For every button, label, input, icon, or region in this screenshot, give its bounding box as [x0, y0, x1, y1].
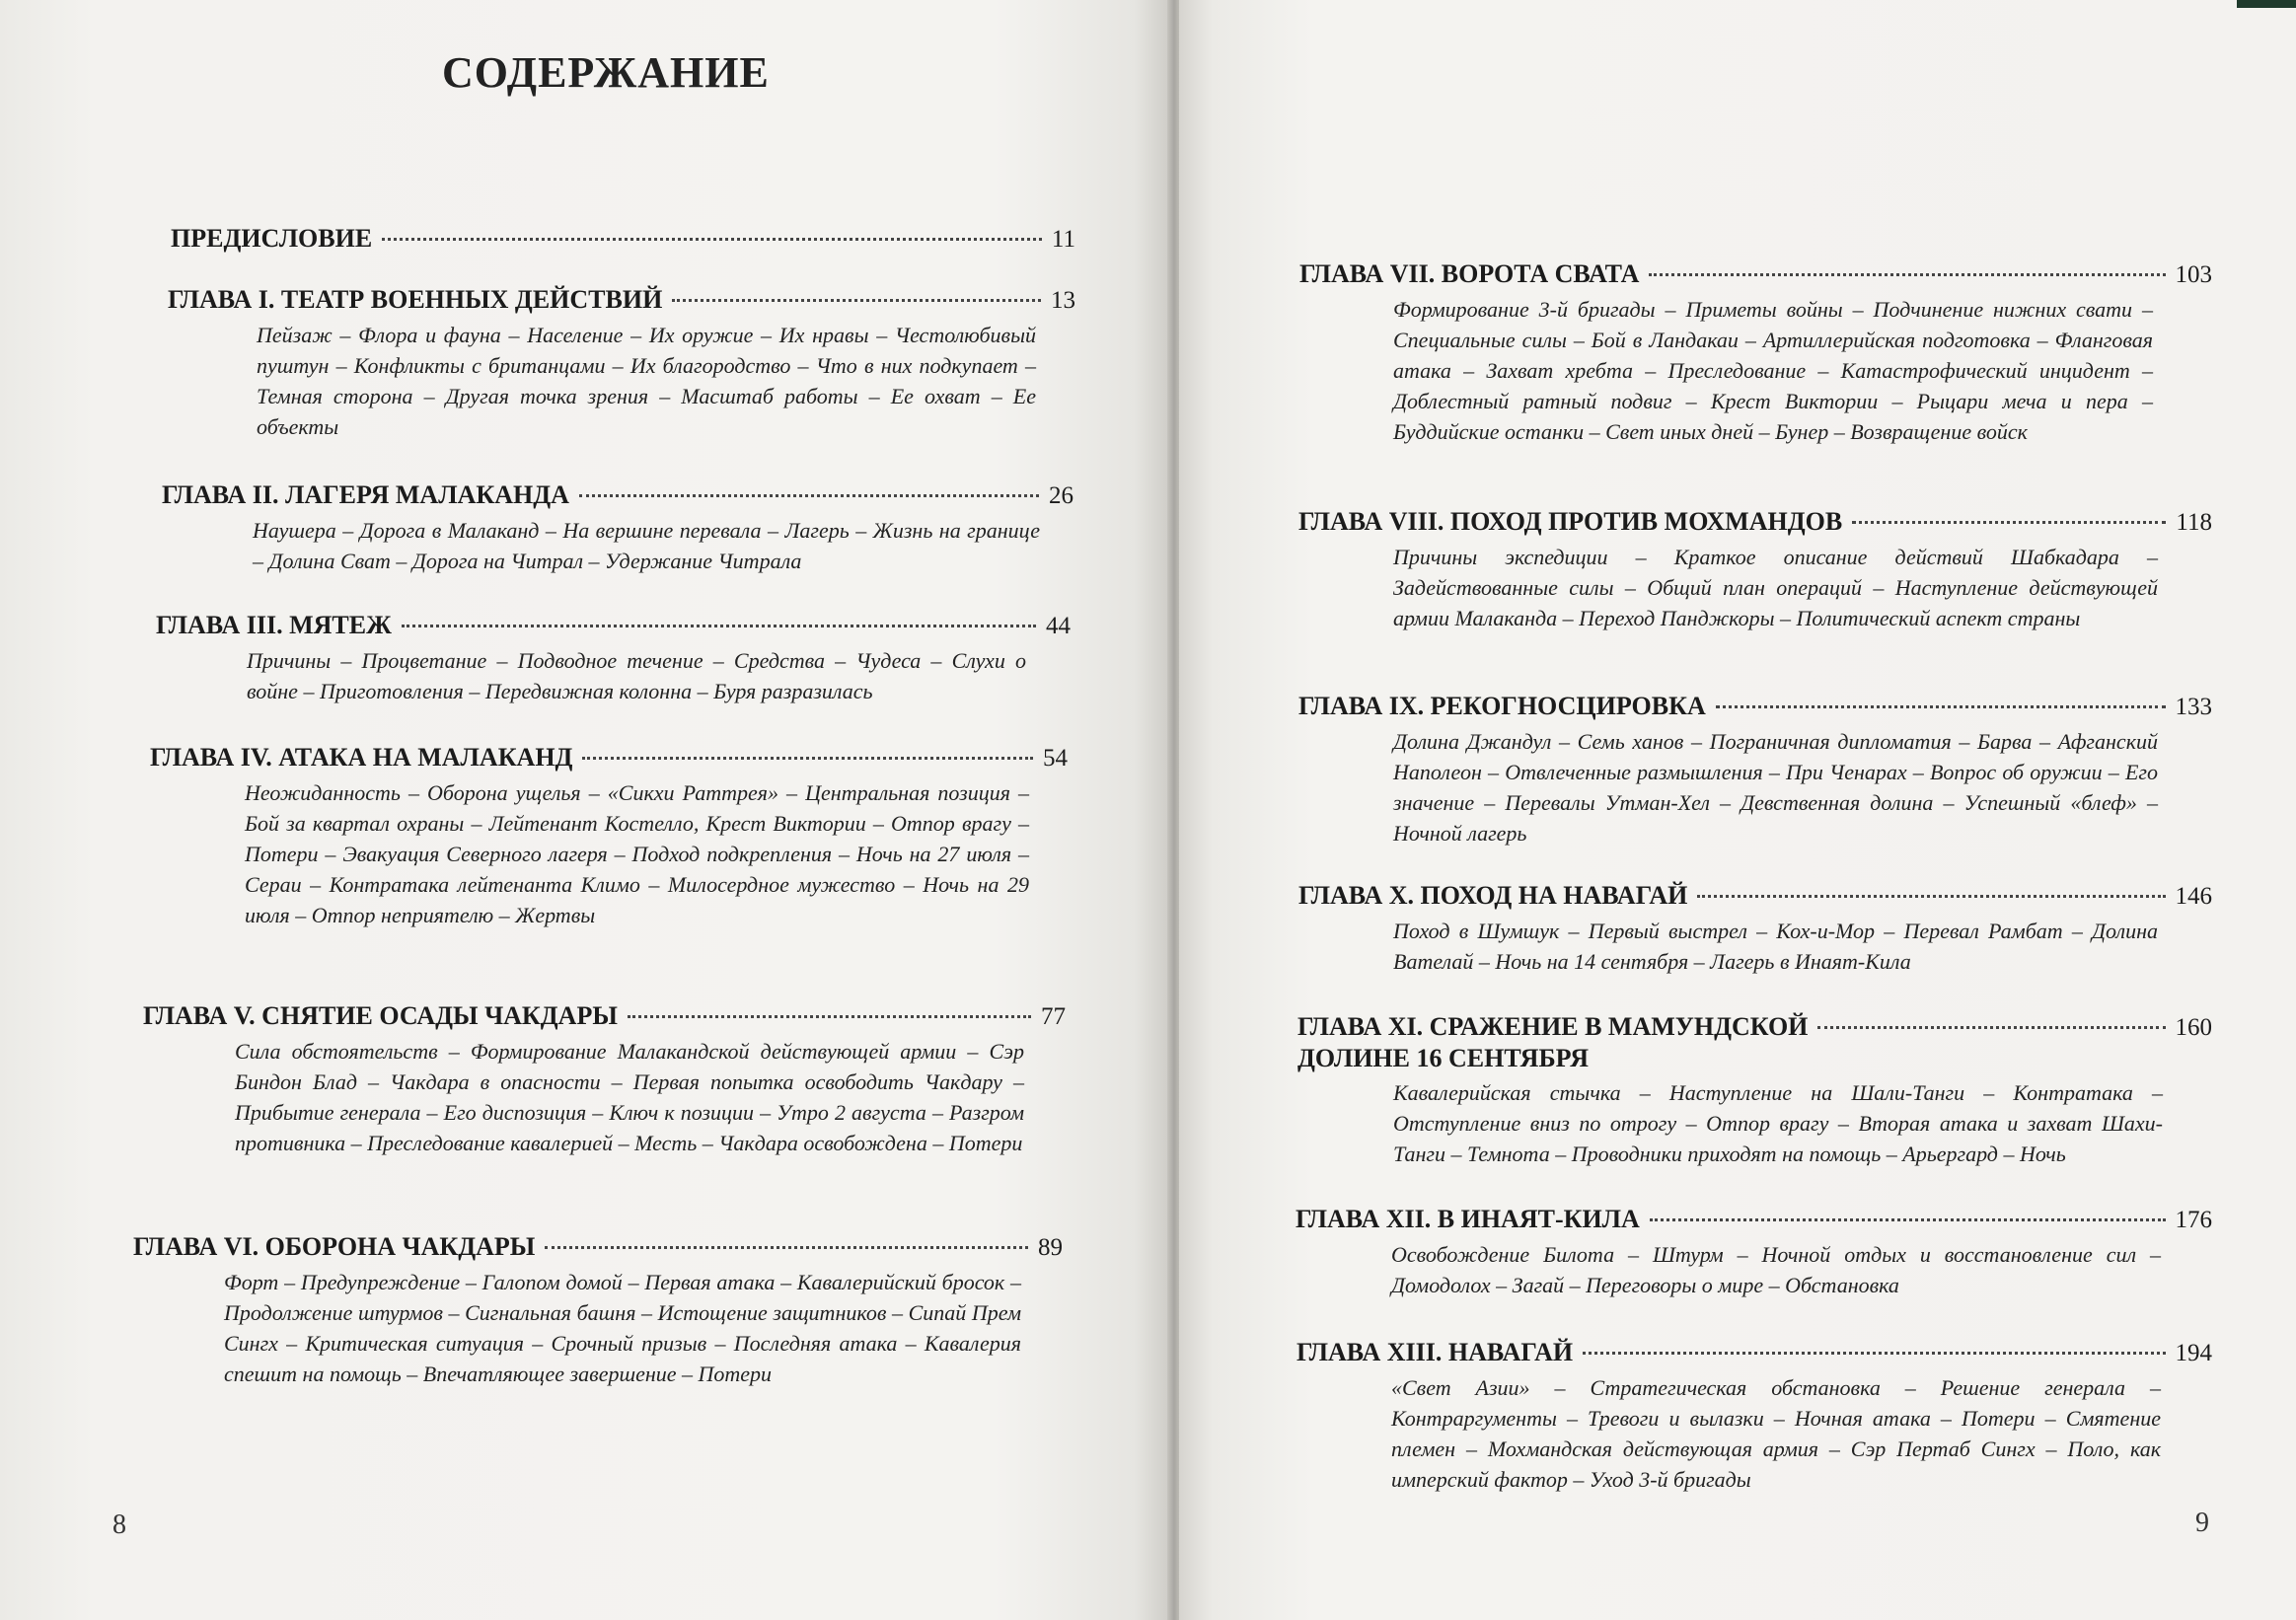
page-number: 89	[1038, 1234, 1063, 1261]
toc-heading[interactable]: ПРЕДИСЛОВИЕ 11	[171, 223, 1075, 256]
page-number: 11	[1051, 226, 1075, 253]
toc-entry-chapter-1	[168, 284, 1075, 442]
leader-dots	[628, 1015, 1031, 1018]
toc-entry-chapter-13	[1296, 1337, 2212, 1495]
leader-dots	[1716, 705, 2166, 708]
toc-heading[interactable]: ГЛАВА XII. В ИНАЯТ-КИЛА 176	[1296, 1204, 2212, 1236]
page-number: 26	[1049, 482, 1074, 509]
leader-dots	[545, 1246, 1028, 1249]
toc-entry-chapter-9	[1298, 691, 2212, 848]
page-number: 118	[2176, 509, 2212, 536]
chapter-summary: Освобождение Билота – Штурм – Ночной отдых и восстановление сил – Домодолох – Загай – Переговоры о мире – Обстановка	[1391, 1242, 2161, 1297]
right-page	[1179, 0, 2296, 1620]
leader-dots	[582, 757, 1033, 760]
leader-dots	[1697, 895, 2165, 898]
toc-entry-chapter-10	[1298, 880, 2212, 977]
page-number: 54	[1043, 745, 1068, 772]
toc-entry-chapter-8	[1298, 506, 2212, 633]
toc-heading[interactable]: ГЛАВА XIII. НАВАГАЙ 194	[1296, 1337, 2212, 1369]
chapter-summary: Причины экспедиции – Краткое описание действий Шабкадара – Задействованные силы – Общий план операций – Наступление действующей армии Малаканда – Переход Панджкоры – Политический аспект страны	[1393, 545, 2158, 630]
leader-dots	[402, 625, 1036, 627]
leader-dots	[382, 238, 1042, 241]
chapter-summary: Долина Джандул – Семь ханов – Пограничная дипломатия – Барва – Афганский Наполеон – Отвлеченные размышления – При Ченарах – Вопрос об оружии – Его значение – Перевалы Утман-Хел – Девственная долина – Успешный «блеф» – Ночной лагерь	[1393, 729, 2158, 846]
toc-entry-preface	[171, 223, 1075, 256]
leader-dots	[1649, 273, 2165, 276]
chapter-summary: Форт – Предупреждение – Галопом домой – Первая атака – Кавалерийский бросок – Продолжение штурмов – Сигнальная башня – Истощение защитников – Сипай Прем Сингх – Критическая ситуация – Срочный призыв – Последняя атака – Кавалерия спешит на помощь – Впечатляющее завершение – Потери	[224, 1270, 1021, 1386]
toc-heading[interactable]: ГЛАВА I. ТЕАТР ВОЕННЫХ ДЕЙСТВИЙ 13	[168, 284, 1075, 317]
toc-entry-chapter-6	[133, 1231, 1063, 1389]
page-number-left: 8	[112, 1510, 126, 1540]
page-number: 160	[2175, 1014, 2212, 1041]
page-number: 77	[1041, 1003, 1066, 1030]
chapter-summary: Неожиданность – Оборона ущелья – «Сикхи Раттрея» – Центральная позиция – Бой за квартал охраны – Лейтенант Костелло, Крест Виктории – Отпор врагу – Потери – Эвакуация Северного лагеря – Подход подкрепления – Ночь на 27 июля – Сераи – Контратака лейтенанта Климо – Милосердное мужество – Ночь на 29 июля – Отпор неприятелю – Жертвы	[245, 780, 1029, 927]
toc-heading[interactable]: ГЛАВА II. ЛАГЕРЯ МАЛАКАНДА 26	[162, 479, 1074, 512]
toc-heading[interactable]: ГЛАВА V. СНЯТИЕ ОСАДЫ ЧАКДАРЫ 77	[143, 1000, 1066, 1033]
leader-dots	[1583, 1352, 2165, 1355]
chapter-summary: «Свет Азии» – Стратегическая обстановка – Решение генерала – Контраргументы – Тревоги и вылазки – Ночная атака – Потери – Смятение племен – Мохмандская действующая армия – Сэр Пертаб Сингх – Поло, как имперский фактор – Уход 3-й бригады	[1391, 1375, 2161, 1492]
page-number: 13	[1051, 287, 1075, 314]
toc-entry-chapter-12	[1296, 1204, 2212, 1300]
toc-heading[interactable]: ГЛАВА X. ПОХОД НА НАВАГАЙ 146	[1298, 880, 2212, 913]
toc-entry-chapter-11	[1297, 1011, 2212, 1169]
chapter-summary: Формирование 3-й бригады – Приметы войны – Подчинение нижних свати – Специальные силы – Бой в Ландакаи – Артиллерийская подготовка – Фланговая атака – Захват хребта – Преследование – Катастрофический инцидент – Доблестный ратный подвиг – Крест Виктории – Рыцари меча и пера – Буддийские останки – Свет иных дней – Бунер – Возвращение войск	[1393, 297, 2153, 444]
page-number: 133	[2175, 694, 2212, 720]
cover-edge	[2237, 0, 2296, 8]
toc-heading[interactable]: ГЛАВА IV. АТАКА НА МАЛАКАНД 54	[150, 742, 1068, 774]
page-number: 146	[2175, 883, 2212, 910]
page-number: 44	[1046, 613, 1071, 639]
page-number: 194	[2175, 1340, 2212, 1366]
toc-entry-chapter-2	[162, 479, 1074, 576]
leader-dots	[579, 494, 1039, 497]
toc-heading[interactable]: ГЛАВА XI. СРАЖЕНИЕ В МАМУНДСКОЙ ДОЛИНЕ 16 СЕНТЯБРЯ 160	[1297, 1012, 2212, 1072]
toc-entry-chapter-3	[156, 610, 1071, 706]
page-title: СОДЕРЖАНИЕ	[442, 48, 770, 97]
leader-dots	[1817, 1026, 2165, 1029]
toc-heading[interactable]: ГЛАВА VI. ОБОРОНА ЧАКДАРЫ 89	[133, 1231, 1063, 1264]
chapter-summary: Наушера – Дорога в Малаканд – На вершине перевала – Лагерь – Жизнь на границе – Долина Сват – Дорога на Читрал – Удержание Читрала	[253, 518, 1040, 573]
chapter-summary: Кавалерийская стычка – Наступление на Шали-Танги – Контратака – Отступление вниз по отрогу – Отпор врагу – Вторая атака и захват Шахи-Танги – Темнота – Проводники приходят на помощь – Арьергард – Ночь	[1393, 1080, 2163, 1166]
toc-heading[interactable]: ГЛАВА VIII. ПОХОД ПРОТИВ МОХМАНДОВ 118	[1298, 506, 2212, 539]
page-number-right: 9	[2195, 1508, 2209, 1538]
page-number: 176	[2175, 1207, 2212, 1233]
chapter-summary: Сила обстоятельств – Формирование Малакандской действующей армии – Сэр Биндон Блад – Чакдара в опасности – Первая попытка освободить Чакдару – Прибытие генерала – Его диспозиция – Ключ к позиции – Утро 2 августа – Разгром противника – Преследование кавалерией – Месть – Чакдара освобождена – Потери	[235, 1039, 1024, 1155]
toc-entry-chapter-5	[143, 1000, 1066, 1158]
leader-dots	[1852, 521, 2166, 524]
toc-entry-chapter-4	[150, 742, 1068, 930]
leader-dots	[1650, 1218, 2166, 1221]
leader-dots	[672, 299, 1041, 302]
toc-entry-chapter-7	[1299, 258, 2212, 447]
toc-heading[interactable]: ГЛАВА III. МЯТЕЖ 44	[156, 610, 1071, 642]
toc-heading[interactable]: ГЛАВА VII. ВОРОТА СВАТА 103	[1299, 258, 2212, 291]
chapter-summary: Причины – Процветание – Подводное течение – Средства – Чудеса – Слухи о войне – Приготовления – Передвижная колонна – Буря разразилась	[247, 648, 1026, 703]
chapter-summary: Пейзаж – Флора и фауна – Население – Их оружие – Их нравы – Честолюбивый пуштун – Конфликты с британцами – Их благородство – Что в них подкупает – Темная сторона – Другая точка зрения – Масштаб работы – Ее охват – Ее объекты	[257, 323, 1036, 439]
toc-heading[interactable]: ГЛАВА IX. РЕКОГНОСЦИРОВКА 133	[1298, 691, 2212, 723]
chapter-summary: Поход в Шумшук – Первый выстрел – Кох-и-Мор – Перевал Рамбат – Долина Вателай – Ночь на 14 сентября – Лагерь в Инаят-Кила	[1393, 919, 2158, 974]
page-number: 103	[2175, 261, 2212, 288]
